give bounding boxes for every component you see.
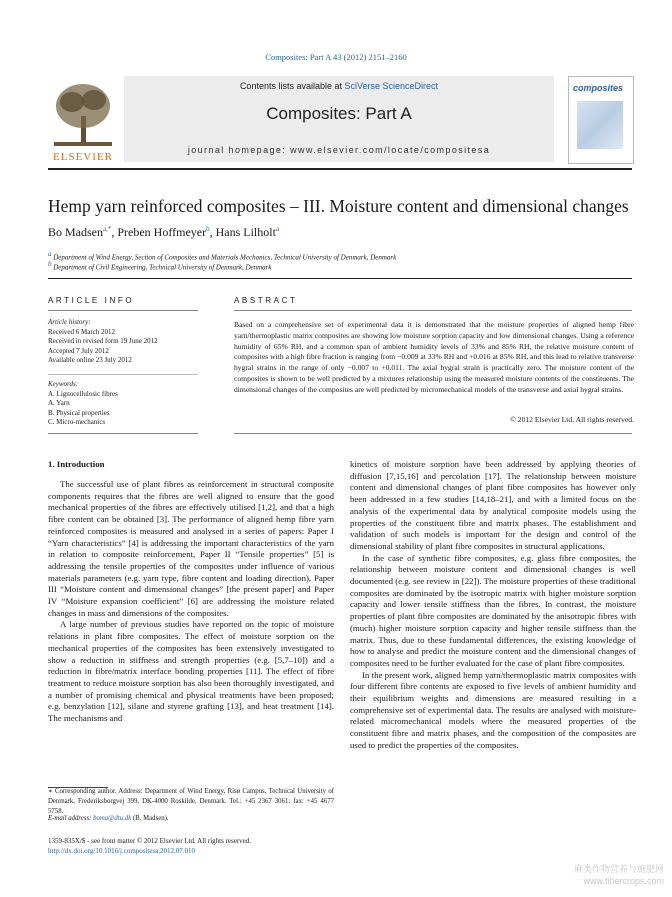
cover-title: composites [573, 83, 624, 93]
watermark [544, 863, 664, 887]
author-marks[interactable]: a [275, 225, 280, 233]
journal-title: Composites: Part A [266, 104, 412, 123]
divider [234, 433, 632, 434]
history-item: Received in revised form 19 June 2012 [48, 337, 158, 346]
divider [48, 433, 198, 434]
body-column-right [350, 459, 636, 752]
corresponding-footnote: ∗ Corresponding author. Address: Department of Wind Energy, Risø Campus, Technical University of Denmark, Frederiksborgvej 399, DK-4000 Roskilde, Denmark. Tel.: +45 2367 3061; fax: +45 4677 5758. [48, 788, 334, 815]
author-name[interactable]: Preben Hoffmeyer [117, 225, 207, 239]
abstract-text: Based on a comprehensive set of experimental data it is demonstrated that the moisture properties of aligned hemp fibre yarn/thermoplastic matrix composites are showing low moisture sorption capacity and low dimensional changes. Using a reference humidity of 65% RH, and a common span of ambient humidity levels of 33% and 85% RH, the relative moisture content of composites with a high fibre fraction is ranging from −0.009 at 33% RH and +0.016 at 85% RH, and this lead to relative transverse hygral strains in the range of only −0.007 to +0.011. The axial hygral strain is practically zero. The moisture content of the composites is shown to be well predicted by a mixtures relationship using the measured moisture contents of the constituents. The dimensional changes of the composites are well predicted by micromechanical models of the transverse and axial hygral strains. [234, 320, 634, 394]
body-paragraph: A large number of previous studies have reported on the topic of moisture relations in plant fibre composites. The effect of moisture sorption on the mechanical properties of the composites has been extensively investigated to show a reduction in stiffness and strength properties (e.g. [5,7–10]) and a reduction in fibre/matrix interface bonding properties [11]. The effect of fibre treatment to reduce moisture sorption has also been thoroughly investigated, and a number of promising chemical and physical treatments have been proposed; e.g. benzylation [12], silane and styrene grafting [13], and heat treatment [14]. The mechanisms and [48, 619, 334, 724]
author-marks[interactable]: b [206, 225, 210, 233]
watermark-line: www.fibercrops.com [583, 876, 664, 886]
author-list: Bo Madsen$^{a,*}$, Preben Hoffmeyer$^b$, Hans Lilholt$^a$ [48, 225, 280, 239]
journal-cover [568, 76, 634, 164]
section-heading: 1. Introduction [48, 459, 105, 469]
divider [234, 310, 632, 311]
history-item: Accepted 7 July 2012 [48, 346, 109, 355]
title-rule [48, 278, 632, 279]
keyword-item: B. Physical properties [48, 408, 110, 417]
elsevier-logo [48, 76, 118, 168]
email-link[interactable]: boma@dtu.dk [93, 815, 132, 822]
journal-reference[interactable]: Composites: Part A 43 (2012) 2151–2160 [265, 52, 407, 62]
body-paragraph: The successful use of plant fibres as reinforcement in structural composite components requires that the fibres are well aligned to ensure that the good mechanical properties of the fibres are effectively utilised [1,2], and that a high fibre content can be obtained [3]. The performance of aligned hemp fibre yarn reinforced composites is measured and analysed in a series of papers: Paper I “Yarn characteristics” [4] is addressing the important characteristics of the yarn in relation to composite reinforcement, Paper II “Tensile properties” [5] is addressing the tensile properties of the composites under influence of various materials parameters (e.g. yarn type, fibre content and loading direction), Paper III “Moisture content and dimensional changes” [the present paper] and Paper IV “Moisture expansion coefficient” [6] are addressing the moisture related changes in mass and dimensions of the composites. [48, 479, 334, 618]
body-paragraph: In the present work, aligned hemp yarn/thermoplastic matrix composites with four different fibre contents are exposed to five levels of ambient humidity and their equilibrium weights and dimensions are measured resulting in a comprehensive set of experimental data. The results are analysed with moisture-related micromechanical models where the measured properties of the constituent fibre and matrix phases, and the composition of the composites are used to predict the properties of the composites. [350, 669, 636, 750]
body-column-left [48, 479, 334, 725]
journal-banner [124, 76, 554, 162]
doi-link[interactable]: http://dx.doi.org/10.1016/j.compositesa.2012.07.010 [48, 847, 196, 855]
header-rule [48, 168, 632, 170]
keyword-item: A. Lignocellulosic fibres [48, 389, 118, 398]
history-item: Available online 23 July 2012 [48, 356, 132, 365]
keywords [48, 380, 118, 428]
abstract-heading: ABSTRACT [234, 296, 298, 305]
elsevier-tree-icon [48, 76, 118, 168]
abstract-copyright: © 2012 Elsevier Ltd. All rights reserved. [510, 415, 634, 424]
keywords-label: Keywords: [48, 380, 79, 388]
affiliation: $^a$ Department of Wind Energy, Section of Composites and Materials Mechanics, Technical University of Denmark, Denmark [48, 250, 397, 262]
paper-title: Hemp yarn reinforced composites – III. Moisture content and dimensional changes [48, 196, 629, 216]
affiliation: $^b$ Department of Civil Engineering, Technical University of Denmark, Denmark [48, 260, 272, 272]
body-paragraph: In the case of synthetic fibre composites, e.g. glass fibre composites, the relationship between moisture content and dimensional changes is well documented (e.g. see review in [22]). The moisture properties of these traditional composites are dominated by the isotropic matrix with higher moisture sorption capacity and lower tensile stiffness than the fibres. In contrast, the moisture properties of plant fibre composites are dominated by the anisotropic fibres with (much) higher moisture sorption capacity and higher tensile stiffness than the matrix. Thus, due to these fundamental differences, the existing knowledge of how to analyse and predict the moisture content and the dimensional changes of composites need to be further evaluated for the case of plant fibre composites. [350, 552, 636, 668]
author-marks[interactable]: a,* [103, 225, 112, 233]
body-paragraph: kinetics of moisture sorption have been addressed by applying theories of diffusion [7,15,16] and percolation [17]. The relationship between moisture content and dimensional changes of plant fibre composites has however only been addressed in a few studies [14,18–21], and with a limited focus on the analysis of the experimental data by analytical composite models using the properties of the constituent fibre and matrix phases. The establishment and validation of such models is important for the design and control of the dimensional stability of plant fibre composites in structural applications. [350, 459, 636, 551]
email-footnote: E-mail address: boma@dtu.dk (B. Madsen). [48, 815, 169, 822]
cover-image [577, 101, 623, 149]
divider [48, 374, 198, 375]
history-label: Article history: [48, 318, 91, 326]
article-history [48, 318, 158, 366]
keyword-item: A. Yarn [48, 399, 70, 408]
history-item: Received 6 March 2012 [48, 327, 116, 336]
publisher-name: ELSEVIER [53, 151, 113, 163]
footer-issn: 1359-835X/$ - see front matter © 2012 Elsevier Ltd. All rights reserved. [48, 837, 252, 845]
author-name[interactable]: Hans Lilholt [215, 225, 276, 239]
divider [48, 310, 198, 311]
journal-homepage[interactable]: journal homepage: www.elsevier.com/locate/compositesa [187, 145, 491, 155]
watermark-line: 麻类作物营养与施肥网 [573, 864, 664, 874]
contents-line: Contents lists available at SciVerse ScienceDirect [239, 81, 439, 91]
author-name[interactable]: Bo Madsen [48, 225, 103, 239]
sciencedirect-link[interactable]: SciVerse ScienceDirect [344, 81, 439, 91]
keyword-item: C. Micro-mechanics [48, 418, 106, 427]
article-info-heading: ARTICLE INFO [48, 296, 135, 305]
